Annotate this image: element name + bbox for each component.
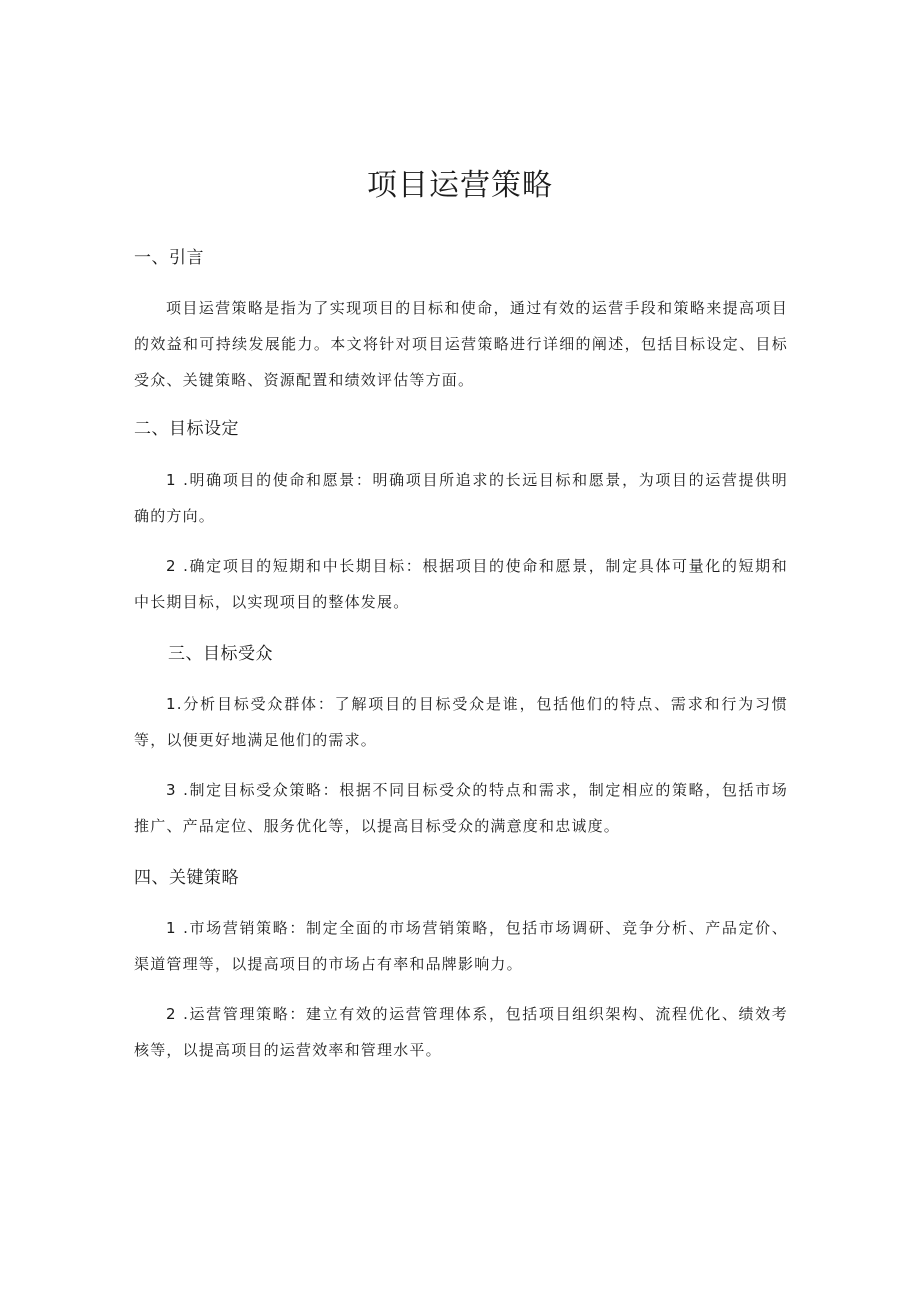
document-title: 项目运营策略 [367,168,553,203]
paragraph-goal-short-long-term: 2 .确定项目的短期和中长期目标：根据项目的使命和愿景，制定具体可量化的短期和中长期目标，以实现项目的整体发展。 [134,557,788,611]
section-heading-goal-setting: 二、目标设定 [134,419,239,439]
paragraph-operations-strategy: 2 .运营管理策略：建立有效的运营管理体系，包括项目组织架构、流程优化、绩效考核等，以提高项目的运营效率和管理水平。 [134,1005,788,1059]
section-heading-target-audience: 三、目标受众 [168,644,273,664]
section-heading-key-strategies: 四、关键策略 [134,868,239,888]
paragraph-goal-mission-vision: 1 .明确项目的使命和愿景：明确项目所追求的长远目标和愿景，为项目的运营提供明确的方向。 [134,471,788,525]
paragraph-marketing-strategy: 1 .市场营销策略：制定全面的市场营销策略，包括市场调研、竞争分析、产品定价、渠道管理等，以提高项目的市场占有率和品牌影响力。 [134,919,788,973]
paragraph-audience-strategy: 3 .制定目标受众策略：根据不同目标受众的特点和需求，制定相应的策略，包括市场推广、产品定位、服务优化等，以提高目标受众的满意度和忠诚度。 [134,781,788,835]
section-heading-introduction: 一、引言 [134,248,204,268]
paragraph-introduction: 项目运营策略是指为了实现项目的目标和使命，通过有效的运营手段和策略来提高项目的效益和可持续发展能力。本文将针对项目运营策略进行详细的阐述，包括目标设定、目标受众、关键策略、资源配置和绩效评估等方面。 [134,299,788,389]
paragraph-audience-analysis: 1.分析目标受众群体：了解项目的目标受众是谁，包括他们的特点、需求和行为习惯等，以便更好地满足他们的需求。 [134,695,788,749]
